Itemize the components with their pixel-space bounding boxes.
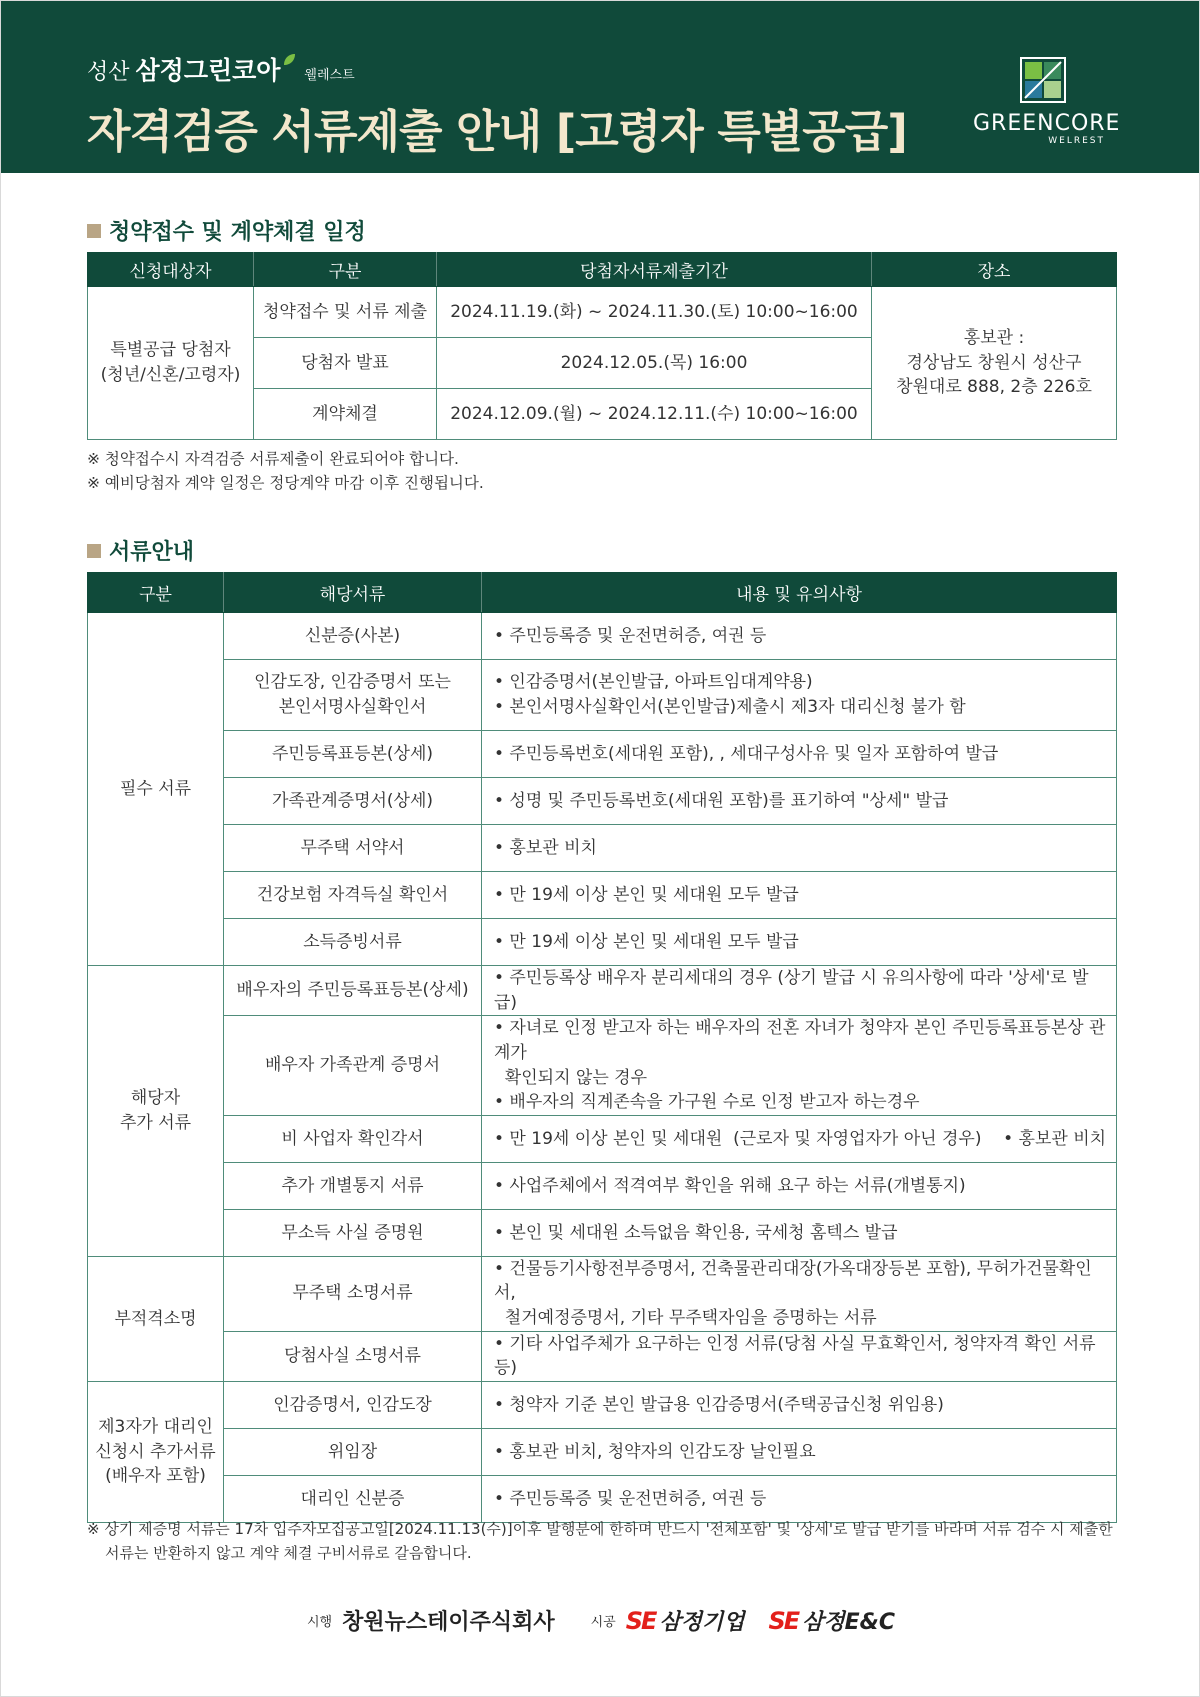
- doc-name: 위임장: [224, 1429, 482, 1476]
- square-bullet-icon: [87, 544, 101, 558]
- builder2-name: 삼정E&C: [802, 1610, 896, 1635]
- applicant-line: (청년/신혼/고령자): [100, 365, 241, 385]
- table-row: [88, 872, 1117, 919]
- brand-prefix: 성산: [87, 60, 130, 85]
- doc-notes: [482, 613, 1117, 660]
- doc-note: • 만 19세 이상 본인 및 세대원 (근로자 및 자영업자가 아닌 경우) • 홍보관 비치: [494, 1128, 1107, 1149]
- doc-name-line: 인감도장, 인감증명서 또는: [254, 672, 451, 693]
- group-line: 해당자: [130, 1088, 181, 1109]
- table-row: [88, 613, 1117, 660]
- schedule-section-title: [87, 215, 366, 246]
- schedule-header-row: [88, 253, 1117, 287]
- doc-notes: [482, 660, 1117, 731]
- logo-sub: WELREST: [1048, 136, 1105, 146]
- schedule-period: 2024.11.19.(화) ~ 2024.11.30.(토) 10:00~16:00: [437, 287, 872, 338]
- doc-note: • 사업주체에서 적격여부 확인을 위해 요구 하는 서류(개별통지): [494, 1175, 966, 1196]
- table-row: [88, 919, 1117, 966]
- doc-note: • 홍보관 비치: [494, 837, 597, 858]
- doc-note: 확인되지 않는 경우: [494, 1067, 647, 1088]
- builder-label: 시공: [590, 1615, 616, 1630]
- place-cell: [872, 287, 1117, 440]
- schedule-category: 청약접수 및 서류 제출: [254, 287, 437, 338]
- documents-title-text: 서류안내: [109, 540, 195, 565]
- doc-notes: [482, 919, 1117, 966]
- doc-note: • 주민등록증 및 운전면허증, 여권 등: [494, 625, 767, 646]
- doc-name: 배우자 가족관계 증명서: [224, 1016, 482, 1116]
- schedule-category: 당첨자 발표: [254, 338, 437, 389]
- greencore-logo-icon: [1020, 57, 1066, 103]
- doc-note: • 주민등록증 및 운전면허증, 여권 등: [494, 1488, 767, 1509]
- schedule-table: [87, 252, 1117, 440]
- group-ineligible: 부적격소명: [88, 1256, 224, 1381]
- doc-name: 신분증(사본): [224, 613, 482, 660]
- square-bullet-icon: [87, 224, 101, 238]
- doc-notes: [482, 966, 1117, 1016]
- documents-header-row: [88, 573, 1117, 613]
- doc-note: • 본인 및 세대원 소득없음 확인용, 국세청 홈텍스 발급: [494, 1222, 898, 1243]
- executor-label: 시행: [306, 1615, 333, 1630]
- doc-notes: [482, 1382, 1117, 1429]
- doc-name-line: 본인서명사실확인서: [278, 697, 427, 717]
- doc-note: 철거예정증명서, 기타 무주택자임을 증명하는 서류: [494, 1308, 877, 1329]
- doc-notes: [482, 778, 1117, 825]
- doc-note: • 만 19세 이상 본인 및 세대원 모두 발급: [494, 931, 799, 952]
- documents-footnote: [87, 1517, 1113, 1565]
- doc-notes: [482, 1476, 1117, 1523]
- table-row: [88, 1162, 1117, 1209]
- schedule-header-cell: 장소: [872, 253, 1117, 287]
- doc-notes: [482, 1256, 1117, 1331]
- doc-notes: [482, 1016, 1117, 1116]
- footnote-line: ※ 상기 제증명 서류는 17차 입주자모집공고일[2024.11.13(수)]이후 발행분에 한하며 반드시 '전체포함' 및 '상세'로 발급 받기를 바라며 서류 검수 시 제출한: [87, 1520, 1113, 1538]
- doc-name: 배우자의 주민등록표등본(상세): [224, 966, 482, 1016]
- doc-notes: [482, 872, 1117, 919]
- se-logo-mark: SE: [625, 1606, 656, 1635]
- doc-name: 추가 개별통지 서류: [224, 1162, 482, 1209]
- doc-name: 주민등록표등본(상세): [224, 731, 482, 778]
- table-row: [88, 1382, 1117, 1429]
- schedule-note: ※ 예비당첨자 계약 일정은 정당계약 마감 이후 진행됩니다.: [87, 474, 484, 492]
- builder2-logo: [768, 1605, 895, 1636]
- documents-header-cell: 내용 및 유의사항: [482, 573, 1117, 613]
- group-line: 신청시 추가서류: [95, 1441, 216, 1462]
- schedule-header-cell: 당첨자서류제출기간: [437, 253, 872, 287]
- greencore-logo: [973, 57, 1121, 146]
- doc-note: • 성명 및 주민등록번호(세대원 포함)를 표기하여 "상세" 발급: [494, 790, 949, 811]
- doc-name: 무주택 소명서류: [224, 1256, 482, 1331]
- doc-note: • 주민등록번호(세대원 포함), , 세대구성사유 및 일자 포함하여 발급: [494, 743, 999, 764]
- schedule-header-cell: 구분: [254, 253, 437, 287]
- doc-name: 인감증명서, 인감도장: [224, 1382, 482, 1429]
- doc-name: 당첨사실 소명서류: [224, 1331, 482, 1381]
- table-row: [88, 1331, 1117, 1381]
- table-row: [88, 1016, 1117, 1116]
- doc-name: 비 사업자 확인각서: [224, 1115, 482, 1162]
- doc-name: [224, 660, 482, 731]
- doc-name: 건강보험 자격득실 확인서: [224, 872, 482, 919]
- doc-notes: [482, 1331, 1117, 1381]
- doc-notes: [482, 1429, 1117, 1476]
- doc-notes: [482, 825, 1117, 872]
- brand-sub: 웰레스트: [304, 68, 355, 83]
- place-line: 홍보관 :: [963, 328, 1025, 349]
- footnote-line: 서류는 반환하지 않고 계약 체결 구비서류로 갈음합니다.: [105, 1544, 472, 1562]
- table-row: [88, 1256, 1117, 1331]
- applicant-line: 특별공급 당첨자: [110, 340, 231, 361]
- doc-name: 무주택 서약서: [224, 825, 482, 872]
- footer: [1, 1605, 1200, 1636]
- header-banner: [1, 1, 1199, 173]
- schedule-category: 계약체결: [254, 389, 437, 440]
- place-line: 창원대로 888, 2층 226호: [896, 377, 1092, 398]
- group-line: 제3자가 대리인: [98, 1417, 213, 1438]
- table-row: [88, 1429, 1117, 1476]
- schedule-note: ※ 청약접수시 자격검증 서류제출이 완료되어야 합니다.: [87, 450, 459, 468]
- doc-note: • 인감증명서(본인발급, 아파트임대계약용): [494, 672, 813, 693]
- doc-note: • 기타 사업주체가 요구하는 인정 서류(당첨 사실 무효확인서, 청약자격 확인 서류 등): [494, 1333, 1096, 1379]
- leaf-icon: [282, 53, 296, 67]
- schedule-period: 2024.12.05.(목) 16:00: [437, 338, 872, 389]
- doc-note: • 자녀로 인정 받고자 하는 배우자의 전혼 자녀가 청약자 본인 주민등록표등본상 관계가: [494, 1018, 1106, 1063]
- executor-name: 창원뉴스테이주식회사: [342, 1610, 555, 1635]
- group-line: (배우자 포함): [105, 1466, 206, 1487]
- schedule-period: 2024.12.09.(월) ~ 2024.12.11.(수) 10:00~16:00: [437, 389, 872, 440]
- table-row: [88, 1115, 1117, 1162]
- doc-notes: [482, 1162, 1117, 1209]
- table-row: [88, 1209, 1117, 1256]
- schedule-title-text: 청약접수 및 계약체결 일정: [109, 220, 366, 245]
- documents-header-cell: 구분: [88, 573, 224, 613]
- schedule-notes: [87, 447, 484, 495]
- doc-name: 대리인 신분증: [224, 1476, 482, 1523]
- group-line: 추가 서류: [119, 1112, 192, 1133]
- doc-name: 가족관계증명서(상세): [224, 778, 482, 825]
- page-title: 자격검증 서류제출 안내 [고령자 특별공급]: [87, 105, 907, 158]
- table-row: [88, 731, 1117, 778]
- doc-note: • 만 19세 이상 본인 및 세대원 모두 발급: [494, 884, 799, 905]
- doc-name: 무소득 사실 증명원: [224, 1209, 482, 1256]
- group-additional: [88, 966, 224, 1257]
- group-required: 필수 서류: [88, 613, 224, 966]
- documents-table: [87, 572, 1117, 1523]
- place-line: 경상남도 창원시 성산구: [906, 352, 1082, 373]
- doc-note: • 배우자의 직계존속을 가구원 수로 인정 받고자 하는경우: [494, 1092, 920, 1113]
- applicant-cell: [88, 287, 254, 440]
- doc-note: • 청약자 기준 본인 발급용 인감증명서(주택공급신청 위임용): [494, 1394, 944, 1415]
- doc-note: • 주민등록상 배우자 분리세대의 경우 (상기 발급 시 유의사항에 따라 '상세'로 발급): [494, 968, 1089, 1013]
- doc-note: • 홍보관 비치, 청약자의 인감도장 날인필요: [494, 1441, 816, 1462]
- logo-text: GREENCORE: [973, 111, 1121, 136]
- doc-notes: [482, 1209, 1117, 1256]
- table-row: [88, 966, 1117, 1016]
- table-row: [88, 660, 1117, 731]
- documents-section-title: [87, 535, 194, 566]
- doc-notes: [482, 731, 1117, 778]
- table-row: [88, 778, 1117, 825]
- brand-main: 삼정그린코아: [135, 56, 281, 85]
- builder1-logo: [626, 1605, 745, 1636]
- table-row: [88, 825, 1117, 872]
- builder1-name: 삼정기업: [659, 1610, 745, 1635]
- doc-note: • 건물등기사항전부증명서, 건축물관리대장(가옥대장등본 포함), 무허가건물확인서,: [494, 1258, 1092, 1304]
- table-row: [88, 287, 1117, 338]
- doc-note: • 본인서명사실확인서(본인발급)제출시 제3자 대리신청 불가 함: [494, 697, 966, 717]
- schedule-header-cell: 신청대상자: [88, 253, 254, 287]
- doc-notes: [482, 1115, 1117, 1162]
- documents-header-cell: 해당서류: [224, 573, 482, 613]
- group-proxy: [88, 1382, 224, 1523]
- table-row: [88, 1476, 1117, 1523]
- se-logo-mark: SE: [768, 1606, 799, 1635]
- doc-name: 소득증빙서류: [224, 919, 482, 966]
